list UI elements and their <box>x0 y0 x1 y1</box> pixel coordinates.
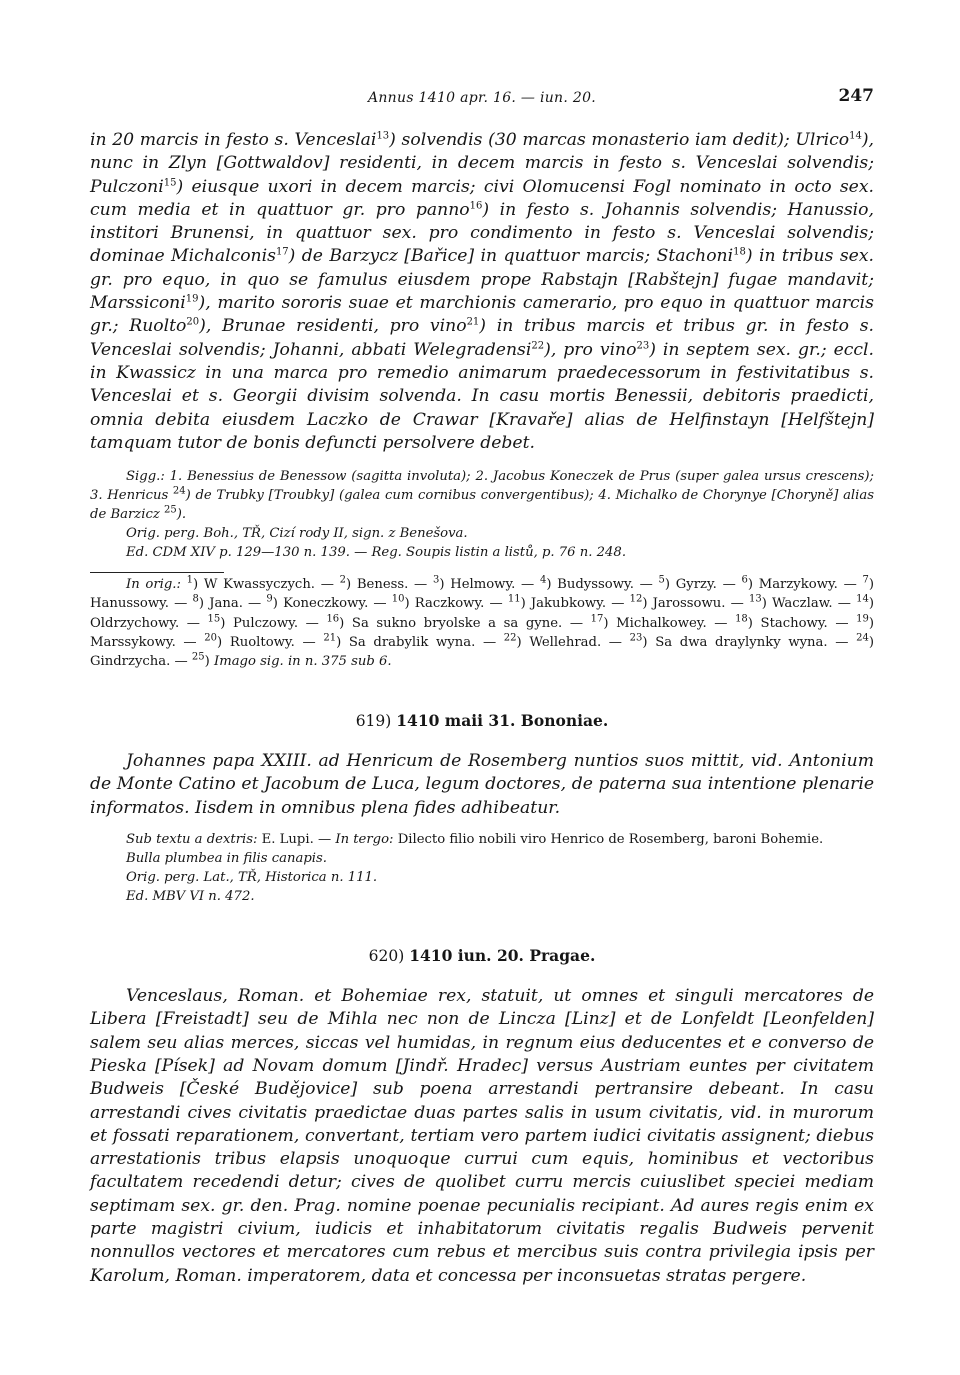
doc620-date-place: 1410 iun. 20. Pragae. <box>409 946 596 966</box>
footnote-rule <box>90 572 224 573</box>
doc619-regest: Johannes papa XXIII. ad Henricum de Rosemberg nuntios suos mittit, vid. Antonium de Monte Catino et Jacobum de Luca, legum doctores, de paterna sua intentione plenarie informatos. Iisdem in omnibus plena fides adhibeatur. <box>90 751 874 818</box>
document-page <box>90 86 874 1288</box>
doc619-bulla: Bulla plumbea in filis canapis. <box>126 851 327 867</box>
doc619-edition: Ed. MBV VI n. 472. <box>126 889 255 905</box>
page-number: 247 <box>838 86 874 106</box>
doc619-number: 619) <box>355 712 392 731</box>
running-head <box>90 86 874 112</box>
doc618-orig: Orig. perg. Boh., TŘ, Cizí rody II, sign. z Benešova. <box>126 526 468 542</box>
doc620-regest: Venceslaus, Roman. et Bohemiae rex, statuit, ut omnes et singuli mercatores de Libera [Freistadt] seu de Mihla nec non de Lincza [Linz] et de Lonfeldt [Leonfelden] salem seu alias merces, siccas vel humidas, in regnum eius deducentes et e converso de Pieska [Písek] ad Novam domum [Jindř. Hradec] versus Austriam euntes per civitatem Budweis [České Budějovice] sub poena arrestandi pertransire debeant. In casu arrestandi cives civitatis praedictae duas partes salis in usum civitatis, vid. in murorum et fossati reparationem, convertant, tertiam vero partem iudici civitatis assignent; diebus arrestationis tribus elapsis unoquoque currui cum equis, hominibus et vectoribus facultatem recedendi detur; cives de quolibet curru mercis cuiuslibet speciei mediam septimam sex. gr. den. Prag. nomine poenae pecunialis recipiant. Ad aures regis enim ex parte magistri civium, iudicis et inhabitatorum civitatis regalis Budweis pervenit nonnullos vectores et mercatores cum rebus et mercibus suis contra privilegia ipsis per Karolum, Roman. imperatorem, data et concessa per inconsuetas stratas pergere. <box>90 986 874 1286</box>
doc619-heading <box>90 711 874 730</box>
doc620-number: 620) <box>368 947 405 966</box>
doc620-heading <box>90 946 874 965</box>
running-head-title: Annus 1410 apr. 16. — iun. 20. <box>367 90 597 106</box>
doc618-edition: Ed. CDM XIV p. 129—130 n. 139. — Reg. Soupis listin a listů, p. 76 n. 248. <box>126 545 627 561</box>
doc619-orig: Orig. perg. Lat., TŘ, Historica n. 111. <box>126 870 378 886</box>
doc619-date-place: 1410 maii 31. Bononiae. <box>396 711 609 731</box>
doc618-seals: Sigg.: 1. Benessius de Benessow (sagitta involuta); 2. Jacobus Koneczek de Prus (super galea ursus crescens); 3. Henricus $^{24}$) de Trubky [Troubky] (galea cum cornibus convergentibus); 4. Michalko de Chorynye [Choryně] alias de Barzicz $^{25}$). <box>90 469 875 523</box>
doc619-sub-textu: Sub textu a dextris: E. Lupi. — In tergo: Dilecto filio nobili viro Henrico de Rosemberg, baroni Bohemie. <box>126 832 824 848</box>
doc618-text: in 20 marcis in festo s. Venceslai$^{13}$) solvendis (30 marcas monasterio iam dedit); Ulrico$^{14}$), nunc in Zlyn [Gottwaldov] residenti, in decem marcis in festo s. Venceslai solvendis; Pulczoni$^{15}$) eiusque uxori in decem marcis; civi Olomucensi Fogl nominato in octo sex. cum media et in quattuor gr. pro panno$^{16}$) in festo s. Johannis solvendis; Hanussio, institori Brunensi, in quattuor sex. pro condimento in festo s. Venceslai solvendis; dominae Michalconis$^{17}$) de Barzycz [Bařice] in quattuor marcis; Stachoni$^{18}$) in tribus sex. gr. pro equo, in quo se famulus eiusdem prope Rabstajn [Rabštejn] fugae mandavit; Marssiconi$^{19}$), marito sororis suae et marchionis camerario, pro equo in quattuor marcis gr.; Ruolto$^{20}$), Brunae residenti, pro vino$^{21}$) in tribus marcis et tribus gr. in festo s. Venceslai solvendis; Johanni, abbati Welegradensi$^{22}$), pro vino$^{23}$) in septem sex. gr.; eccl. in Kwassicz in una marca pro remedio animarum praedecessorum in festivitatibus s. Venceslai et s. Georgii divisim solvenda. In casu mortis Benessii, debitoris praedicti, omnia debita eiusdem Laczko de Crawar [Kravaře] alias de Helfinstayn [Helfštejn] tamquam tutor de bonis defuncti persolvere debet. <box>90 130 875 453</box>
doc618-footnotes: In orig.: $^1$) W Kwassyczych. — $^2$) Beness. — $^3$) Helmowy. — $^4$) Budyssowy. — $^5$) Gyrzy. — $^6$) Marzykowy. — $^7$) Hanussowy. — $^8$) Jana. — $^9$) Koneczkowy. — $^{10}$) Raczkowy. — $^{11}$) Jakubkowy. — $^{12}$) Jarossowu. — $^{13}$) Waczlaw. — $^{14}$) Oldrzychowy. — $^{15}$) Pulczowy. — $^{16}$) Sa sukno bryolske a sa gyne. — $^{17}$) Michalkowey. — $^{18}$) Stachowy. — $^{19}$) Marssykowy. — $^{20}$) Ruoltowy. — $^{21}$) Sa drabylik wyna. — $^{22}$) Wellehrad. — $^{23}$) Sa dwa draylynky wyna. — $^{24}$) Gindrzycha. — $^{25}$) Imago sig. in n. 375 sub 6. <box>90 574 875 669</box>
